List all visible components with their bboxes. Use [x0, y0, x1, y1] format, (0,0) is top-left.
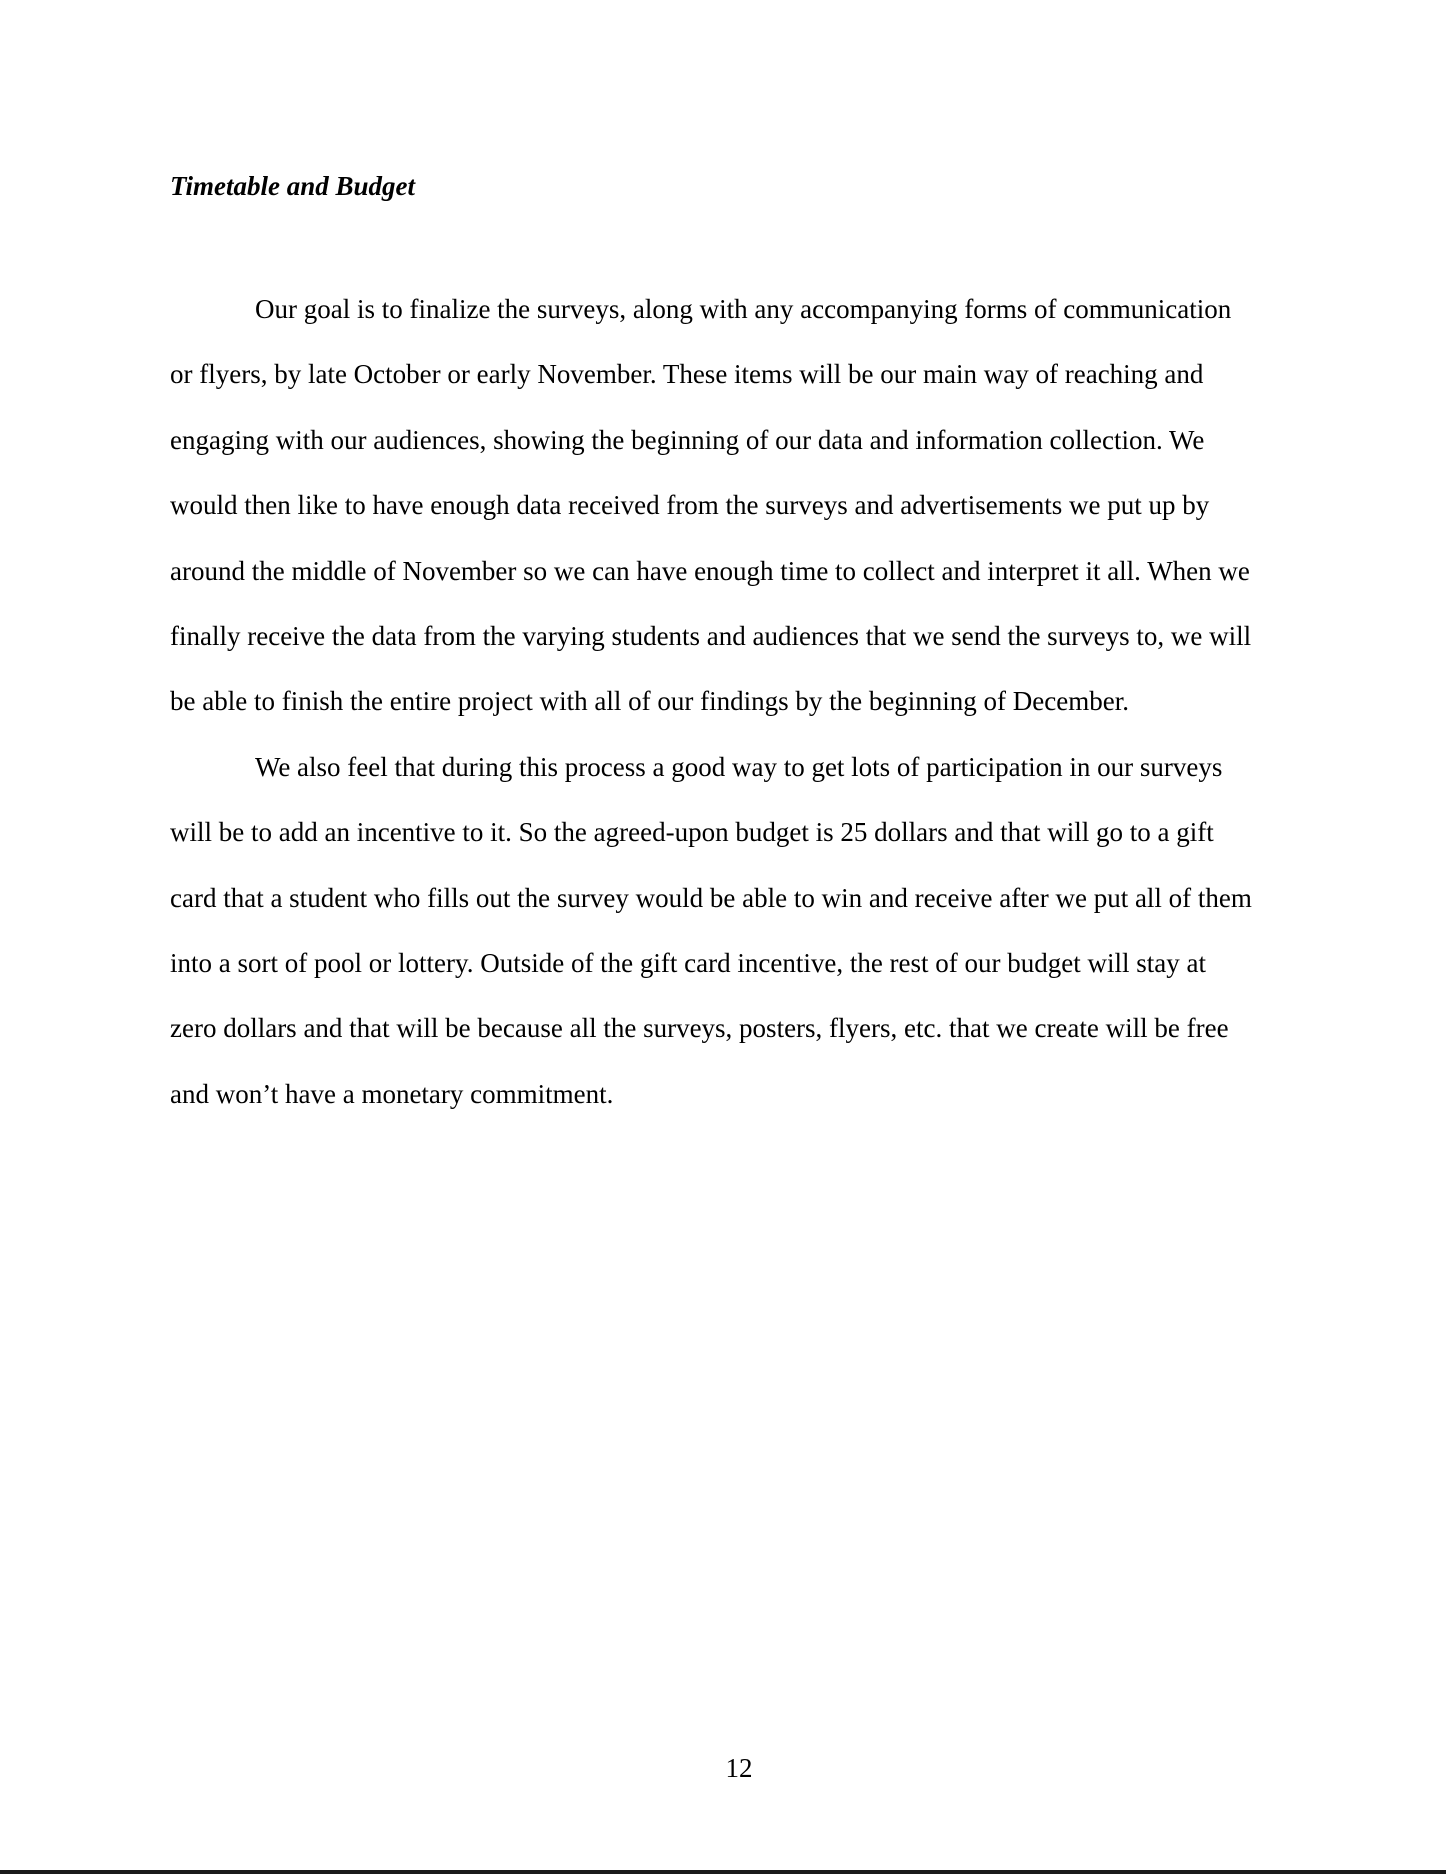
text-line: zero dollars and that will be because all the surveys, posters, flyers, etc. that we create will be free	[170, 1013, 1229, 1044]
text-line: engaging with our audiences, showing the beginning of our data and information collection. We	[170, 424, 1205, 455]
paragraph-timetable	[170, 277, 1310, 735]
text-line: and won’t have a monetary commitment.	[170, 1078, 614, 1109]
text-line: around the middle of November so we can have enough time to collect and interpret it all. When we	[170, 555, 1250, 586]
text-line: Our goal is to finalize the surveys, along with any accompanying forms of communication	[255, 294, 1232, 324]
text-line: be able to finish the entire project with all of our findings by the beginning of December.	[170, 686, 1129, 717]
body-text	[170, 277, 1310, 1127]
text-line: into a sort of pool or lottery. Outside of the gift card incentive, the rest of our budget will stay at	[170, 948, 1206, 979]
text-line: or flyers, by late October or early November. These items will be our main way of reaching and	[170, 359, 1204, 390]
section-heading: Timetable and Budget	[170, 171, 415, 201]
text-line: card that a student who fills out the survey would be able to win and receive after we put all of them	[170, 882, 1252, 913]
text-line: We also feel that during this process a good way to get lots of participation in our surveys	[255, 751, 1223, 782]
text-line: will be to add an incentive to it. So the agreed-upon budget is 25 dollars and that will go to a gift	[170, 817, 1214, 848]
text-line: finally receive the data from the varying students and audiences that we send the surveys to, we will	[170, 621, 1252, 652]
page-number: 12	[725, 1753, 753, 1783]
text-line: would then like to have enough data received from the surveys and advertisements we put up by	[170, 490, 1210, 521]
paragraph-budget	[170, 735, 1310, 1127]
page-bottom-border	[0, 1870, 1446, 1874]
